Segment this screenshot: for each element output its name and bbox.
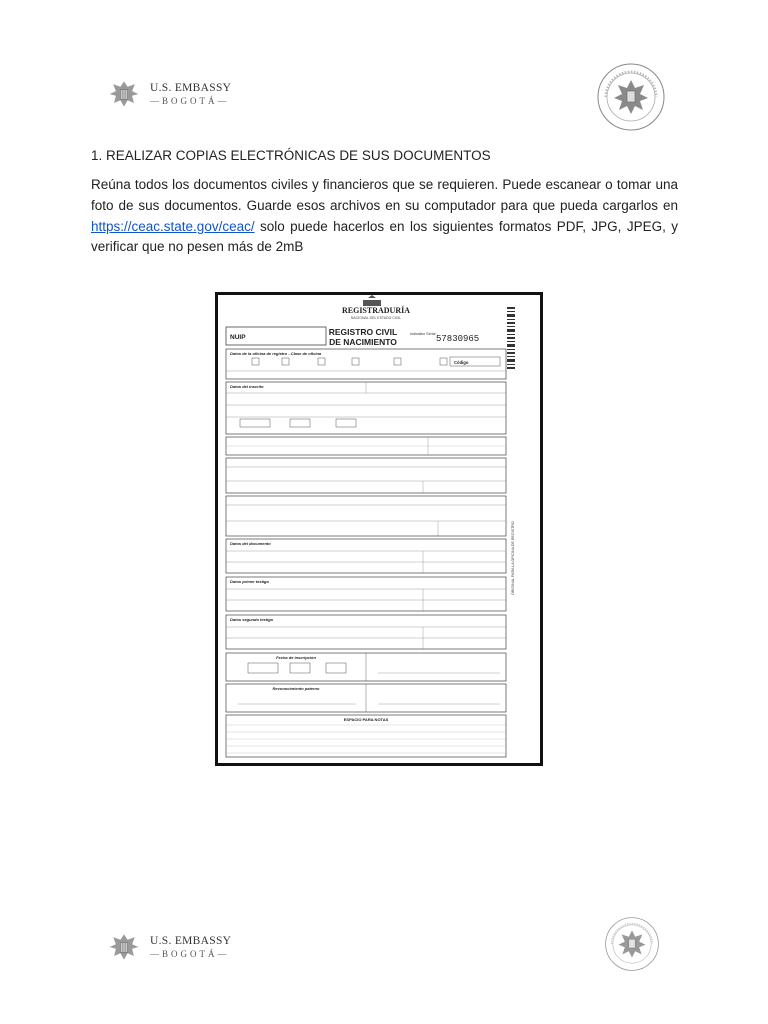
embassy-name: U.S. EMBASSY [150, 935, 232, 947]
form-indicativo-label: Indicativo Serial [410, 332, 436, 336]
instructions-paragraph [91, 175, 678, 258]
form-section-8: ESPACIO PARA NOTAS [343, 717, 389, 722]
form-agency-sub: NACIONAL DEL ESTADO CIVIL [350, 316, 402, 320]
scanned-birth-certificate [215, 292, 543, 766]
registraduria-logo-icon [363, 295, 381, 306]
form-section-7: Reconocimiento paterno [272, 686, 320, 691]
form-section-3: Datos del documento [230, 541, 271, 546]
eagle-seal-icon [106, 76, 142, 112]
form-title-1: REGISTRO CIVIL [328, 327, 398, 337]
section-heading: 1. REALIZAR COPIAS ELECTRÓNICAS DE SUS DOCUMENTOS [91, 148, 491, 163]
ceac-link[interactable]: https://ceac.state.gov/ceac/ [91, 218, 255, 234]
form-section-1: Datos de la oficina de registro - Clase de oficina [230, 351, 322, 356]
form-nuip-label: NUIP [230, 334, 246, 341]
embassy-city: —BOGOTÁ— [150, 949, 230, 959]
form-section-5: Datos segundo testigo [230, 617, 274, 622]
form-title-2: DE NACIMIENTO [329, 337, 397, 347]
form-side-text: ORIGINAL PARA LA OFICINA DE REGISTRO [511, 521, 515, 595]
form-codigo-label: Código [454, 360, 469, 365]
barcode-icon [506, 305, 516, 375]
great-seal-icon [596, 62, 666, 132]
embassy-logo-header [106, 76, 231, 112]
great-seal-icon [604, 916, 660, 972]
paragraph-text-1: Reúna todos los documentos civiles y financieros que se requieren. Puede escanear o tomar una foto de sus documentos. Guarde esos archivos en su computador para que pueda cargarlos en [91, 177, 678, 213]
form-section-2: Datos del inscrito [230, 384, 264, 389]
eagle-seal-icon [106, 929, 142, 965]
form-agency: REGISTRADURÍA [341, 306, 411, 315]
embassy-logo-footer [106, 929, 231, 965]
paragraph-text-2: solo puede hacerlos en los siguientes formatos PDF, JPG, JPEG, y verificar que no pesen más de 2mB [91, 218, 678, 255]
embassy-name: U.S. EMBASSY [150, 82, 232, 94]
birth-certificate-form [218, 295, 540, 763]
embassy-city: —BOGOTÁ— [150, 96, 230, 106]
form-section-6: Fecha de inscripción [276, 655, 316, 660]
form-serial-number: 57830965 [436, 334, 480, 344]
form-section-4: Datos primer testigo [230, 579, 269, 584]
